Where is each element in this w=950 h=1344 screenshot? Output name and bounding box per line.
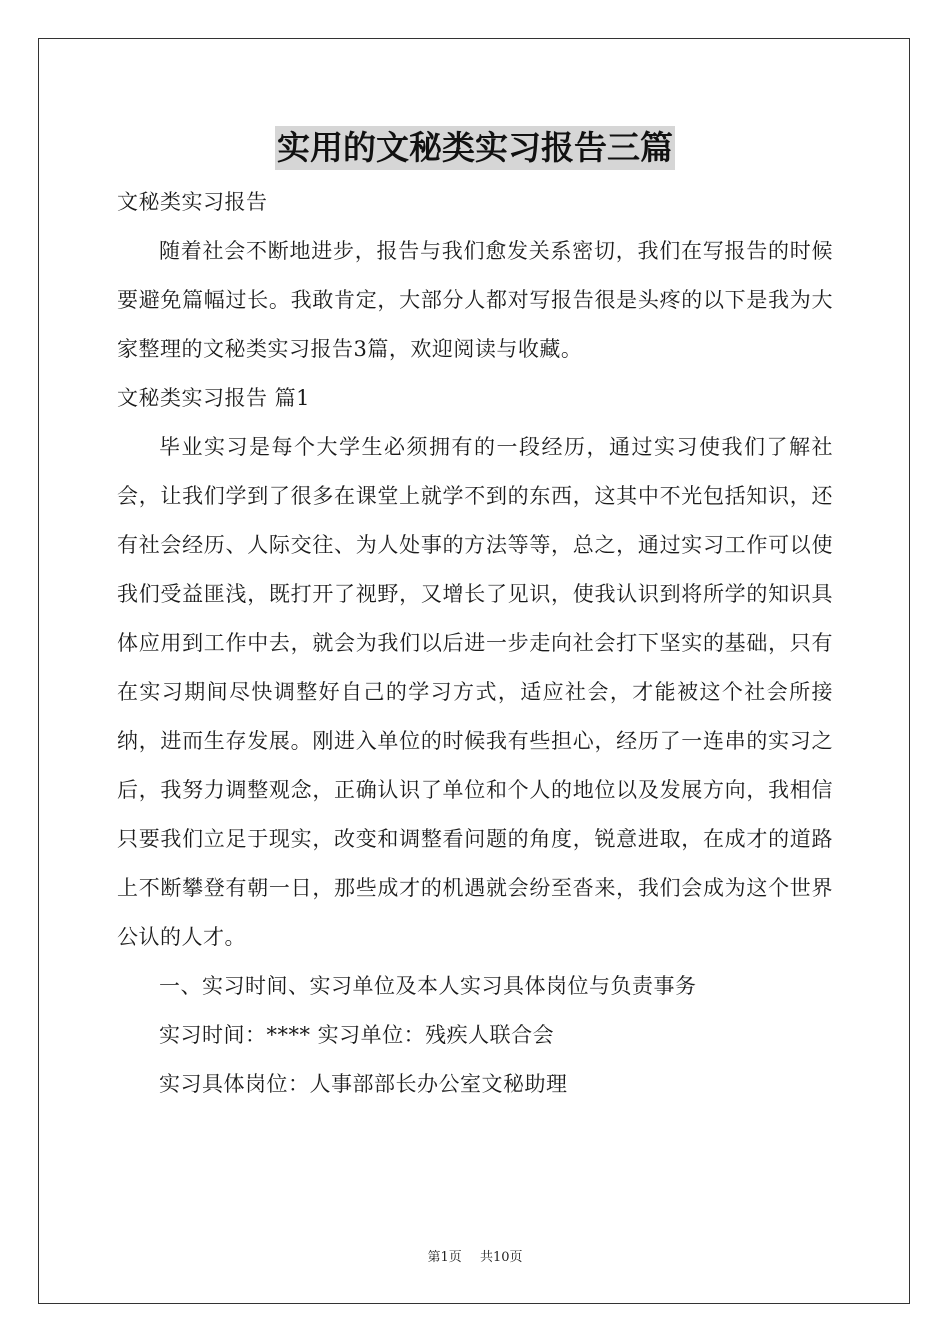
title-container bbox=[0, 126, 950, 170]
page-number: 第1页 bbox=[427, 1250, 462, 1265]
internship-time-line: 实习时间：**** 实习单位：残疾人联合会 bbox=[159, 1023, 555, 1047]
document-title: 实用的文秘类实习报告三篇 bbox=[275, 126, 675, 170]
page-total: 共10页 bbox=[479, 1250, 523, 1265]
body-paragraph: 毕业实习是每个大学生必须拥有的一段经历，通过实习使我们了解社会，让我们学到了很多在课堂上就学不到的东西，这其中不光包括知识，还有社会经历、人际交往、为人处事的方法等等，总之，通过实习工作可以使我们受益匪浅，既打开了视野，又增长了见识，使我认识到将所学的知识具体应用到工作中去，就会为我们以后进一步走向社会打下坚实的基础，只有在实习期间尽快调整好自己的学习方式，适应社会，才能被这个社会所接纳，进而生存发展。刚进入单位的时候我有些担心，经历了一连串的实习之后，我努力调整观念，正确认识了单位和个人的地位以及发展方向，我相信只要我们立足于现实，改变和调整看问题的角度，锐意进取，在成才的道路上不断攀登有朝一日，那些成才的机遇就会纷至沓来，我们会成为这个世界公认的人才。 bbox=[117, 435, 833, 949]
subsection-heading: 一、实习时间、实习单位及本人实习具体岗位与负责事务 bbox=[159, 974, 697, 998]
page-footer bbox=[0, 1246, 950, 1265]
intro-paragraph: 随着社会不断地进步，报告与我们愈发关系密切，我们在写报告的时候要避免篇幅过长。我敢肯定，大部分人都对写报告很是头疼的以下是我为大家整理的文秘类实习报告3篇，欢迎阅读与收藏。 bbox=[117, 239, 833, 361]
document-body bbox=[117, 178, 833, 1109]
section-heading: 文秘类实习报告 bbox=[117, 190, 268, 214]
section-heading: 文秘类实习报告 篇1 bbox=[117, 386, 311, 410]
internship-position-line: 实习具体岗位：人事部部长办公室文秘助理 bbox=[159, 1072, 568, 1096]
